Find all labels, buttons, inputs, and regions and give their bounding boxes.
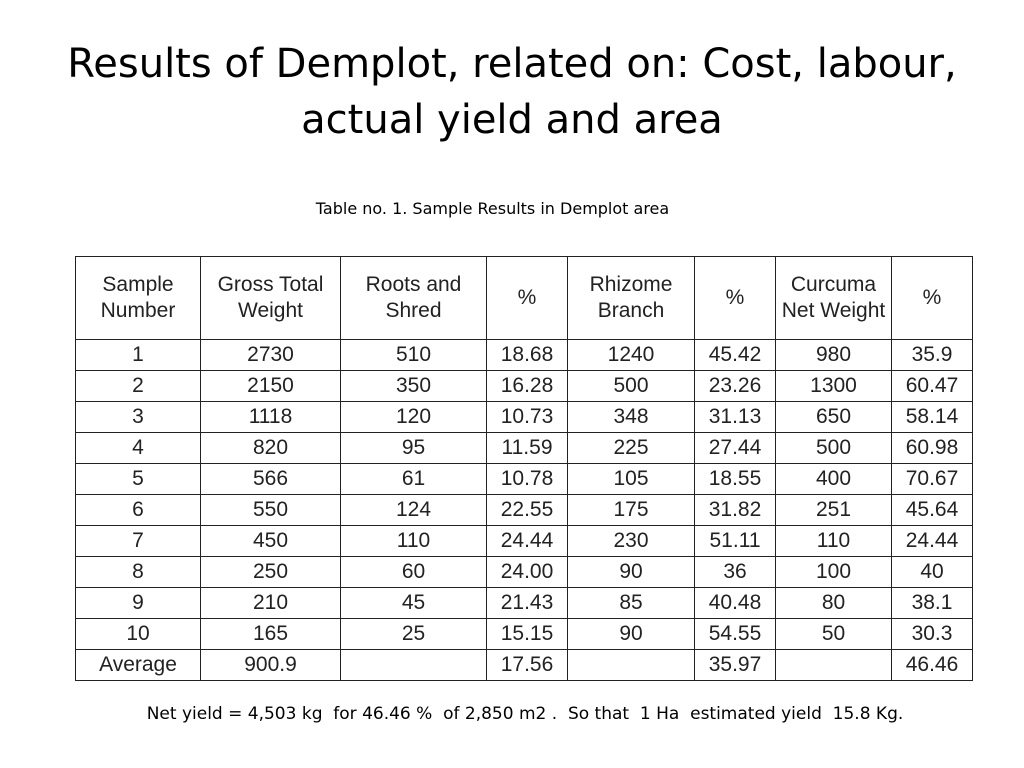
cell-rhizome-branch: 1240 [568, 340, 695, 371]
cell-curcuma-net-weight: 251 [776, 495, 892, 526]
table-row [76, 557, 973, 588]
cell-rhizome-percent: 18.55 [695, 464, 776, 495]
table-row [76, 402, 973, 433]
cell-gross-total-weight: 1118 [201, 402, 341, 433]
cell-curcuma-net-weight: 50 [776, 619, 892, 650]
table-body [76, 340, 973, 681]
cell-gross-total-weight: 900.9 [201, 650, 341, 681]
cell-roots-and-shred: 350 [341, 371, 487, 402]
cell-rhizome-percent: 54.55 [695, 619, 776, 650]
cell-rhizome-branch: 230 [568, 526, 695, 557]
cell-roots-percent: 18.68 [487, 340, 568, 371]
cell-curcuma-percent: 60.98 [892, 433, 973, 464]
header-curcuma-net-weight: Curcuma Net Weight [776, 257, 892, 340]
cell-rhizome-percent: 31.82 [695, 495, 776, 526]
header-rhizome-branch: Rhizome Branch [568, 257, 695, 340]
table-row [76, 495, 973, 526]
header-roots-percent: % [487, 257, 568, 340]
cell-roots-and-shred: 25 [341, 619, 487, 650]
cell-rhizome-percent: 27.44 [695, 433, 776, 464]
header-sample-number: Sample Number [76, 257, 201, 340]
cell-roots-percent: 11.59 [487, 433, 568, 464]
cell-gross-total-weight: 210 [201, 588, 341, 619]
table-row [76, 464, 973, 495]
cell-rhizome-branch: 175 [568, 495, 695, 526]
cell-rhizome-percent: 45.42 [695, 340, 776, 371]
slide-title: Results of Demplot, related on: Cost, labour, actual yield and area [67, 41, 957, 143]
cell-roots-percent: 10.73 [487, 402, 568, 433]
cell-gross-total-weight: 550 [201, 495, 341, 526]
cell-rhizome-branch: 90 [568, 557, 695, 588]
cell-curcuma-net-weight: 110 [776, 526, 892, 557]
table-row [76, 433, 973, 464]
cell-curcuma-percent: 58.14 [892, 402, 973, 433]
cell-roots-and-shred: 120 [341, 402, 487, 433]
cell-roots-and-shred: 61 [341, 464, 487, 495]
cell-gross-total-weight: 566 [201, 464, 341, 495]
header-gross-total-weight: Gross Total Weight [201, 257, 341, 340]
cell-rhizome-percent: 51.11 [695, 526, 776, 557]
cell-curcuma-net-weight [776, 650, 892, 681]
cell-curcuma-percent: 40 [892, 557, 973, 588]
cell-rhizome-branch [568, 650, 695, 681]
cell-roots-percent: 15.15 [487, 619, 568, 650]
cell-sample-number: 4 [76, 433, 201, 464]
cell-roots-percent: 22.55 [487, 495, 568, 526]
cell-sample-number: 8 [76, 557, 201, 588]
table-row [76, 340, 973, 371]
cell-curcuma-percent: 30.3 [892, 619, 973, 650]
table-row [76, 371, 973, 402]
cell-sample-number: Average [76, 650, 201, 681]
cell-roots-and-shred: 95 [341, 433, 487, 464]
cell-rhizome-branch: 105 [568, 464, 695, 495]
cell-roots-and-shred [341, 650, 487, 681]
cell-sample-number: 3 [76, 402, 201, 433]
header-rhizome-percent: % [695, 257, 776, 340]
table-row [76, 526, 973, 557]
cell-roots-percent: 16.28 [487, 371, 568, 402]
cell-rhizome-percent: 40.48 [695, 588, 776, 619]
header-curcuma-percent: % [892, 257, 973, 340]
cell-roots-percent: 24.00 [487, 557, 568, 588]
cell-gross-total-weight: 2730 [201, 340, 341, 371]
cell-sample-number: 2 [76, 371, 201, 402]
cell-roots-and-shred: 510 [341, 340, 487, 371]
cell-curcuma-net-weight: 100 [776, 557, 892, 588]
cell-curcuma-percent: 46.46 [892, 650, 973, 681]
table-header-row [76, 257, 973, 340]
table-row-average [76, 650, 973, 681]
cell-curcuma-percent: 38.1 [892, 588, 973, 619]
cell-sample-number: 7 [76, 526, 201, 557]
cell-gross-total-weight: 2150 [201, 371, 341, 402]
cell-gross-total-weight: 450 [201, 526, 341, 557]
cell-roots-percent: 21.43 [487, 588, 568, 619]
cell-sample-number: 10 [76, 619, 201, 650]
cell-rhizome-branch: 90 [568, 619, 695, 650]
cell-sample-number: 1 [76, 340, 201, 371]
cell-curcuma-net-weight: 400 [776, 464, 892, 495]
cell-curcuma-percent: 60.47 [892, 371, 973, 402]
cell-roots-percent: 17.56 [487, 650, 568, 681]
cell-rhizome-percent: 23.26 [695, 371, 776, 402]
cell-curcuma-percent: 45.64 [892, 495, 973, 526]
cell-rhizome-branch: 225 [568, 433, 695, 464]
cell-rhizome-percent: 36 [695, 557, 776, 588]
cell-gross-total-weight: 165 [201, 619, 341, 650]
cell-roots-and-shred: 110 [341, 526, 487, 557]
cell-rhizome-branch: 348 [568, 402, 695, 433]
cell-roots-and-shred: 60 [341, 557, 487, 588]
cell-curcuma-percent: 35.9 [892, 340, 973, 371]
cell-curcuma-net-weight: 980 [776, 340, 892, 371]
results-table-container [75, 256, 972, 679]
cell-curcuma-net-weight: 80 [776, 588, 892, 619]
cell-curcuma-net-weight: 500 [776, 433, 892, 464]
cell-roots-percent: 10.78 [487, 464, 568, 495]
cell-roots-and-shred: 124 [341, 495, 487, 526]
net-yield-note: Net yield = 4,503 kg for 46.46 % of 2,850 m2 . So that 1 Ha estimated yield 15.8 Kg. [146, 704, 904, 724]
cell-curcuma-percent: 24.44 [892, 526, 973, 557]
header-roots-and-shred: Roots and Shred [341, 257, 487, 340]
cell-curcuma-net-weight: 1300 [776, 371, 892, 402]
cell-curcuma-percent: 70.67 [892, 464, 973, 495]
cell-sample-number: 9 [76, 588, 201, 619]
cell-roots-and-shred: 45 [341, 588, 487, 619]
cell-gross-total-weight: 250 [201, 557, 341, 588]
table-row [76, 588, 973, 619]
results-table [75, 256, 973, 681]
table-caption: Table no. 1. Sample Results in Demplot area [315, 199, 670, 218]
cell-rhizome-percent: 35.97 [695, 650, 776, 681]
table-row [76, 619, 973, 650]
cell-sample-number: 5 [76, 464, 201, 495]
cell-sample-number: 6 [76, 495, 201, 526]
cell-rhizome-percent: 31.13 [695, 402, 776, 433]
cell-rhizome-branch: 85 [568, 588, 695, 619]
cell-rhizome-branch: 500 [568, 371, 695, 402]
cell-curcuma-net-weight: 650 [776, 402, 892, 433]
cell-gross-total-weight: 820 [201, 433, 341, 464]
cell-roots-percent: 24.44 [487, 526, 568, 557]
